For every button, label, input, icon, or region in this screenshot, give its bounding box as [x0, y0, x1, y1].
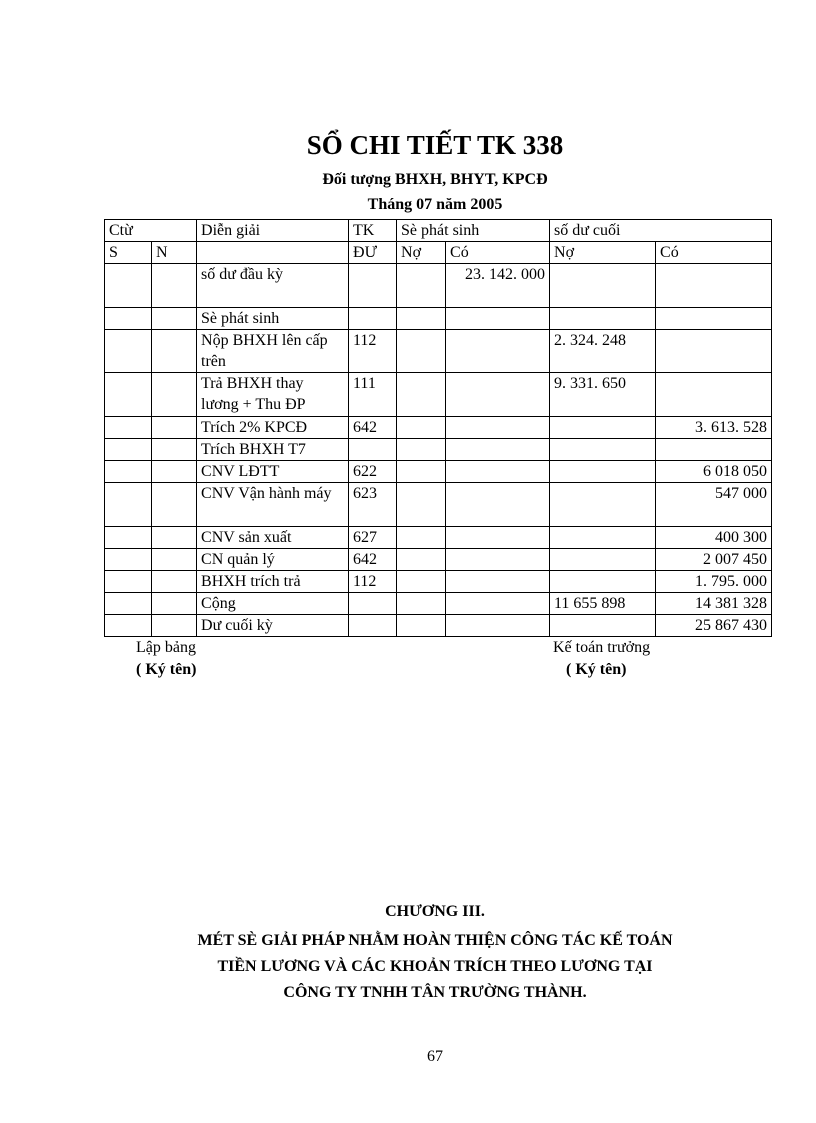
header-phat-sinh: Sè phát sinh: [397, 220, 550, 242]
cell-ps-debit: [397, 549, 446, 571]
cell-account: [349, 308, 397, 330]
header-so-du-cuoi: số dư cuối: [550, 220, 772, 242]
cell-account: [349, 593, 397, 615]
cell-description: CNV Vận hành máy: [197, 483, 349, 527]
cell-account: 623: [349, 483, 397, 527]
prepared-by-sign: ( Ký tên): [136, 661, 197, 678]
table-row: [105, 571, 772, 593]
cell-ps-debit: [397, 615, 446, 637]
header-du: ĐƯ: [349, 242, 397, 264]
cell-balance-credit: [656, 308, 772, 330]
cell-description: Nộp BHXH lên cấp trên: [197, 330, 349, 373]
header-n: N: [152, 242, 197, 264]
cell-ps-credit: [446, 483, 550, 527]
cell-description: Trả BHXH thay lương + Thu ĐP: [197, 373, 349, 417]
cell-balance-debit: [550, 615, 656, 637]
cell-balance-credit: [656, 264, 772, 308]
cell-description: CNV sản xuất: [197, 527, 349, 549]
cell-balance-debit: 11 655 898: [550, 593, 656, 615]
cell-balance-credit: 400 300: [656, 527, 772, 549]
cell-ps-debit: [397, 439, 446, 461]
cell-ps-debit: [397, 461, 446, 483]
table-row: [105, 417, 772, 439]
table-row: [105, 461, 772, 483]
cell-balance-debit: [550, 549, 656, 571]
ledger-table: [104, 219, 772, 637]
cell-balance-credit: [656, 330, 772, 373]
cell-ps-debit: [397, 330, 446, 373]
cell-s: [105, 593, 152, 615]
cell-ps-credit: [446, 330, 550, 373]
cell-n: [152, 330, 197, 373]
cell-ps-debit: [397, 373, 446, 417]
cell-description: Trích 2% KPCĐ: [197, 417, 349, 439]
table-row: [105, 439, 772, 461]
cell-account: 627: [349, 527, 397, 549]
cell-n: [152, 593, 197, 615]
cell-description: số dư đầu kỳ: [197, 264, 349, 308]
cell-s: [105, 308, 152, 330]
cell-s: [105, 527, 152, 549]
cell-account: 112: [349, 571, 397, 593]
table-row: [105, 593, 772, 615]
chief-accountant-sign: ( Ký tên): [566, 661, 627, 678]
cell-balance-credit: 25 867 430: [656, 615, 772, 637]
header-s: S: [105, 242, 152, 264]
cell-s: [105, 571, 152, 593]
cell-balance-credit: 2 007 450: [656, 549, 772, 571]
cell-description: Dư cuối kỳ: [197, 615, 349, 637]
cell-ps-credit: [446, 417, 550, 439]
cell-ps-credit: [446, 571, 550, 593]
cell-description: CNV LĐTT: [197, 461, 349, 483]
cell-ps-credit: [446, 527, 550, 549]
cell-ps-credit: 23. 142. 000: [446, 264, 550, 308]
cell-ps-debit: [397, 264, 446, 308]
cell-balance-debit: [550, 308, 656, 330]
cell-balance-debit: [550, 483, 656, 527]
cell-balance-debit: [550, 571, 656, 593]
cell-n: [152, 373, 197, 417]
cell-n: [152, 483, 197, 527]
cell-balance-credit: 547 000: [656, 483, 772, 527]
table-row: [105, 483, 772, 527]
header-ps-no: Nợ: [397, 242, 446, 264]
prepared-by-label: Lập bảng: [136, 639, 196, 656]
cell-balance-credit: [656, 373, 772, 417]
cell-description: Trích BHXH T7: [197, 439, 349, 461]
cell-n: [152, 571, 197, 593]
chapter-title-line3: CÔNG TY TNHH TÂN TRƯỜNG THÀNH.: [283, 984, 587, 1001]
header-du-co: Có: [656, 242, 772, 264]
cell-s: [105, 549, 152, 571]
table-row: [105, 308, 772, 330]
cell-balance-credit: 14 381 328: [656, 593, 772, 615]
cell-ps-credit: [446, 308, 550, 330]
chapter-title-line2: TIỀN LƯƠNG VÀ CÁC KHOẢN TRÍCH THEO LƯƠNG TẠI: [217, 958, 653, 975]
cell-s: [105, 461, 152, 483]
cell-s: [105, 615, 152, 637]
cell-account: [349, 615, 397, 637]
cell-s: [105, 483, 152, 527]
cell-balance-debit: [550, 439, 656, 461]
cell-n: [152, 417, 197, 439]
cell-balance-credit: 3. 613. 528: [656, 417, 772, 439]
cell-account: [349, 439, 397, 461]
cell-balance-debit: 9. 331. 650: [550, 373, 656, 417]
cell-balance-credit: 6 018 050: [656, 461, 772, 483]
table-row: [105, 330, 772, 373]
cell-ps-debit: [397, 571, 446, 593]
cell-account: 642: [349, 549, 397, 571]
header-row-1: [105, 220, 772, 242]
chapter-title-line1: MÉT SÈ GIẢI PHÁP NHẰM HOÀN THIỆN CÔNG TÁC KẾ TOÁN: [197, 932, 673, 949]
cell-ps-debit: [397, 527, 446, 549]
cell-balance-credit: 1. 795. 000: [656, 571, 772, 593]
table-row: [105, 264, 772, 308]
cell-ps-debit: [397, 593, 446, 615]
table-row: [105, 527, 772, 549]
cell-ps-credit: [446, 549, 550, 571]
cell-ps-debit: [397, 483, 446, 527]
document-title: SỔ CHI TIẾT TK 338: [306, 130, 564, 160]
header-row-2: [105, 242, 772, 264]
cell-n: [152, 461, 197, 483]
cell-account: 111: [349, 373, 397, 417]
cell-balance-debit: [550, 417, 656, 439]
cell-n: [152, 264, 197, 308]
cell-ps-debit: [397, 308, 446, 330]
cell-account: 642: [349, 417, 397, 439]
page-number: 67: [427, 1048, 443, 1065]
cell-n: [152, 308, 197, 330]
header-empty: [197, 242, 349, 264]
document-period: Tháng 07 năm 2005: [367, 196, 503, 213]
cell-balance-credit: [656, 439, 772, 461]
cell-s: [105, 373, 152, 417]
cell-s: [105, 439, 152, 461]
cell-balance-debit: [550, 264, 656, 308]
header-tk: TK: [349, 220, 397, 242]
cell-s: [105, 330, 152, 373]
header-ctu: Ctừ: [105, 220, 197, 242]
header-dien-giai: Diễn giải: [197, 220, 349, 242]
table-row: [105, 549, 772, 571]
cell-balance-debit: [550, 527, 656, 549]
cell-account: 112: [349, 330, 397, 373]
header-ps-co: Có: [446, 242, 550, 264]
cell-balance-debit: 2. 324. 248: [550, 330, 656, 373]
cell-account: [349, 264, 397, 308]
cell-description: BHXH trích trả: [197, 571, 349, 593]
cell-ps-credit: [446, 593, 550, 615]
cell-ps-debit: [397, 417, 446, 439]
cell-ps-credit: [446, 615, 550, 637]
cell-balance-debit: [550, 461, 656, 483]
cell-n: [152, 549, 197, 571]
cell-n: [152, 615, 197, 637]
chapter-number: CHƯƠNG III.: [385, 903, 485, 920]
table-row: [105, 615, 772, 637]
document-subject: Đối tượng BHXH, BHYT, KPCĐ: [322, 171, 548, 188]
cell-n: [152, 439, 197, 461]
cell-ps-credit: [446, 461, 550, 483]
header-du-no: Nợ: [550, 242, 656, 264]
cell-s: [105, 417, 152, 439]
cell-account: 622: [349, 461, 397, 483]
cell-ps-credit: [446, 439, 550, 461]
chief-accountant-label: Kế toán trưởng: [553, 639, 651, 656]
cell-n: [152, 527, 197, 549]
cell-description: CN quản lý: [197, 549, 349, 571]
cell-description: Cộng: [197, 593, 349, 615]
cell-description: Sè phát sinh: [197, 308, 349, 330]
cell-s: [105, 264, 152, 308]
cell-ps-credit: [446, 373, 550, 417]
table-row: [105, 373, 772, 417]
